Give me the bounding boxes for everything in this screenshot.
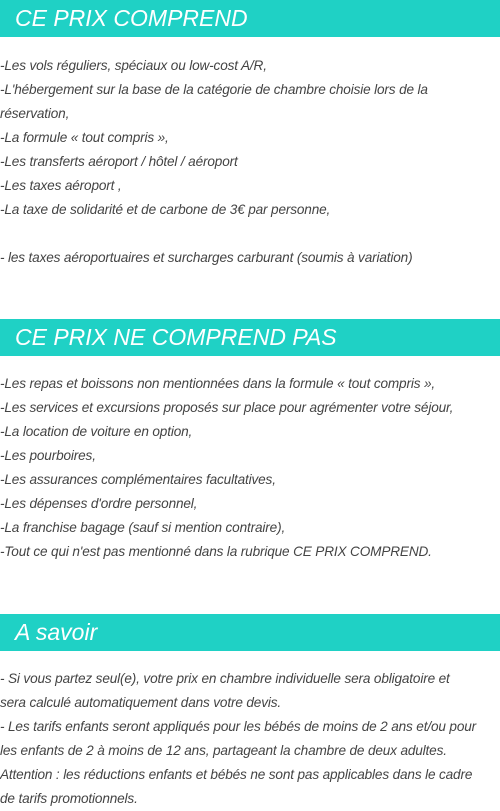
- not-included-item: -La location de voiture en option,: [0, 424, 193, 439]
- not-included-item: -La franchise bagage (sauf si mention contraire),: [0, 520, 286, 535]
- included-item: -La taxe de solidarité et de carbone de 3€ par personne,: [0, 202, 331, 217]
- included-list: [0, 54, 500, 270]
- included-item: -Les taxes aéroport ,: [0, 178, 122, 193]
- not-included-item: -Les pourboires,: [0, 448, 96, 463]
- good-to-know-line: les enfants de 2 à moins de 12 ans, partageant la chambre de deux adultes.: [0, 743, 447, 758]
- section-header-included: CE PRIX COMPREND: [0, 0, 500, 37]
- not-included-list: [0, 372, 500, 564]
- included-item: -Les vols réguliers, spéciaux ou low-cost A/R,: [0, 58, 267, 73]
- good-to-know-line: Attention : les réductions enfants et bébés ne sont pas applicables dans le cadre: [0, 767, 473, 782]
- not-included-item: -Les repas et boissons non mentionnées dans la formule « tout compris »,: [0, 376, 436, 391]
- good-to-know-line: de tarifs promotionnels.: [0, 791, 138, 806]
- not-included-item: -Les assurances complémentaires facultatives,: [0, 472, 276, 487]
- not-included-item: -Les dépenses d'ordre personnel,: [0, 496, 198, 511]
- good-to-know-text: [0, 667, 500, 811]
- not-included-item: -Les services et excursions proposés sur place pour agrémenter votre séjour,: [0, 400, 454, 415]
- included-item: -La formule « tout compris »,: [0, 130, 169, 145]
- good-to-know-line: - Les tarifs enfants seront appliqués pour les bébés de moins de 2 ans et/ou pour: [0, 719, 477, 734]
- not-included-item: -Tout ce qui n'est pas mentionné dans la rubrique CE PRIX COMPREND.: [0, 544, 432, 559]
- included-extra: - les taxes aéroportuaires et surcharges carburant (soumis à variation): [0, 250, 413, 265]
- section-header-good-to-know: A savoir: [0, 614, 500, 651]
- included-item: -L'hébergement sur la base de la catégorie de chambre choisie lors de la: [0, 82, 428, 97]
- good-to-know-line: sera calculé automatiquement dans votre devis.: [0, 695, 281, 710]
- section-header-not-included: CE PRIX NE COMPREND PAS: [0, 319, 500, 356]
- included-item: réservation,: [0, 106, 70, 121]
- included-item: -Les transferts aéroport / hôtel / aéroport: [0, 154, 238, 169]
- good-to-know-line: - Si vous partez seul(e), votre prix en chambre individuelle sera obligatoire et: [0, 671, 450, 686]
